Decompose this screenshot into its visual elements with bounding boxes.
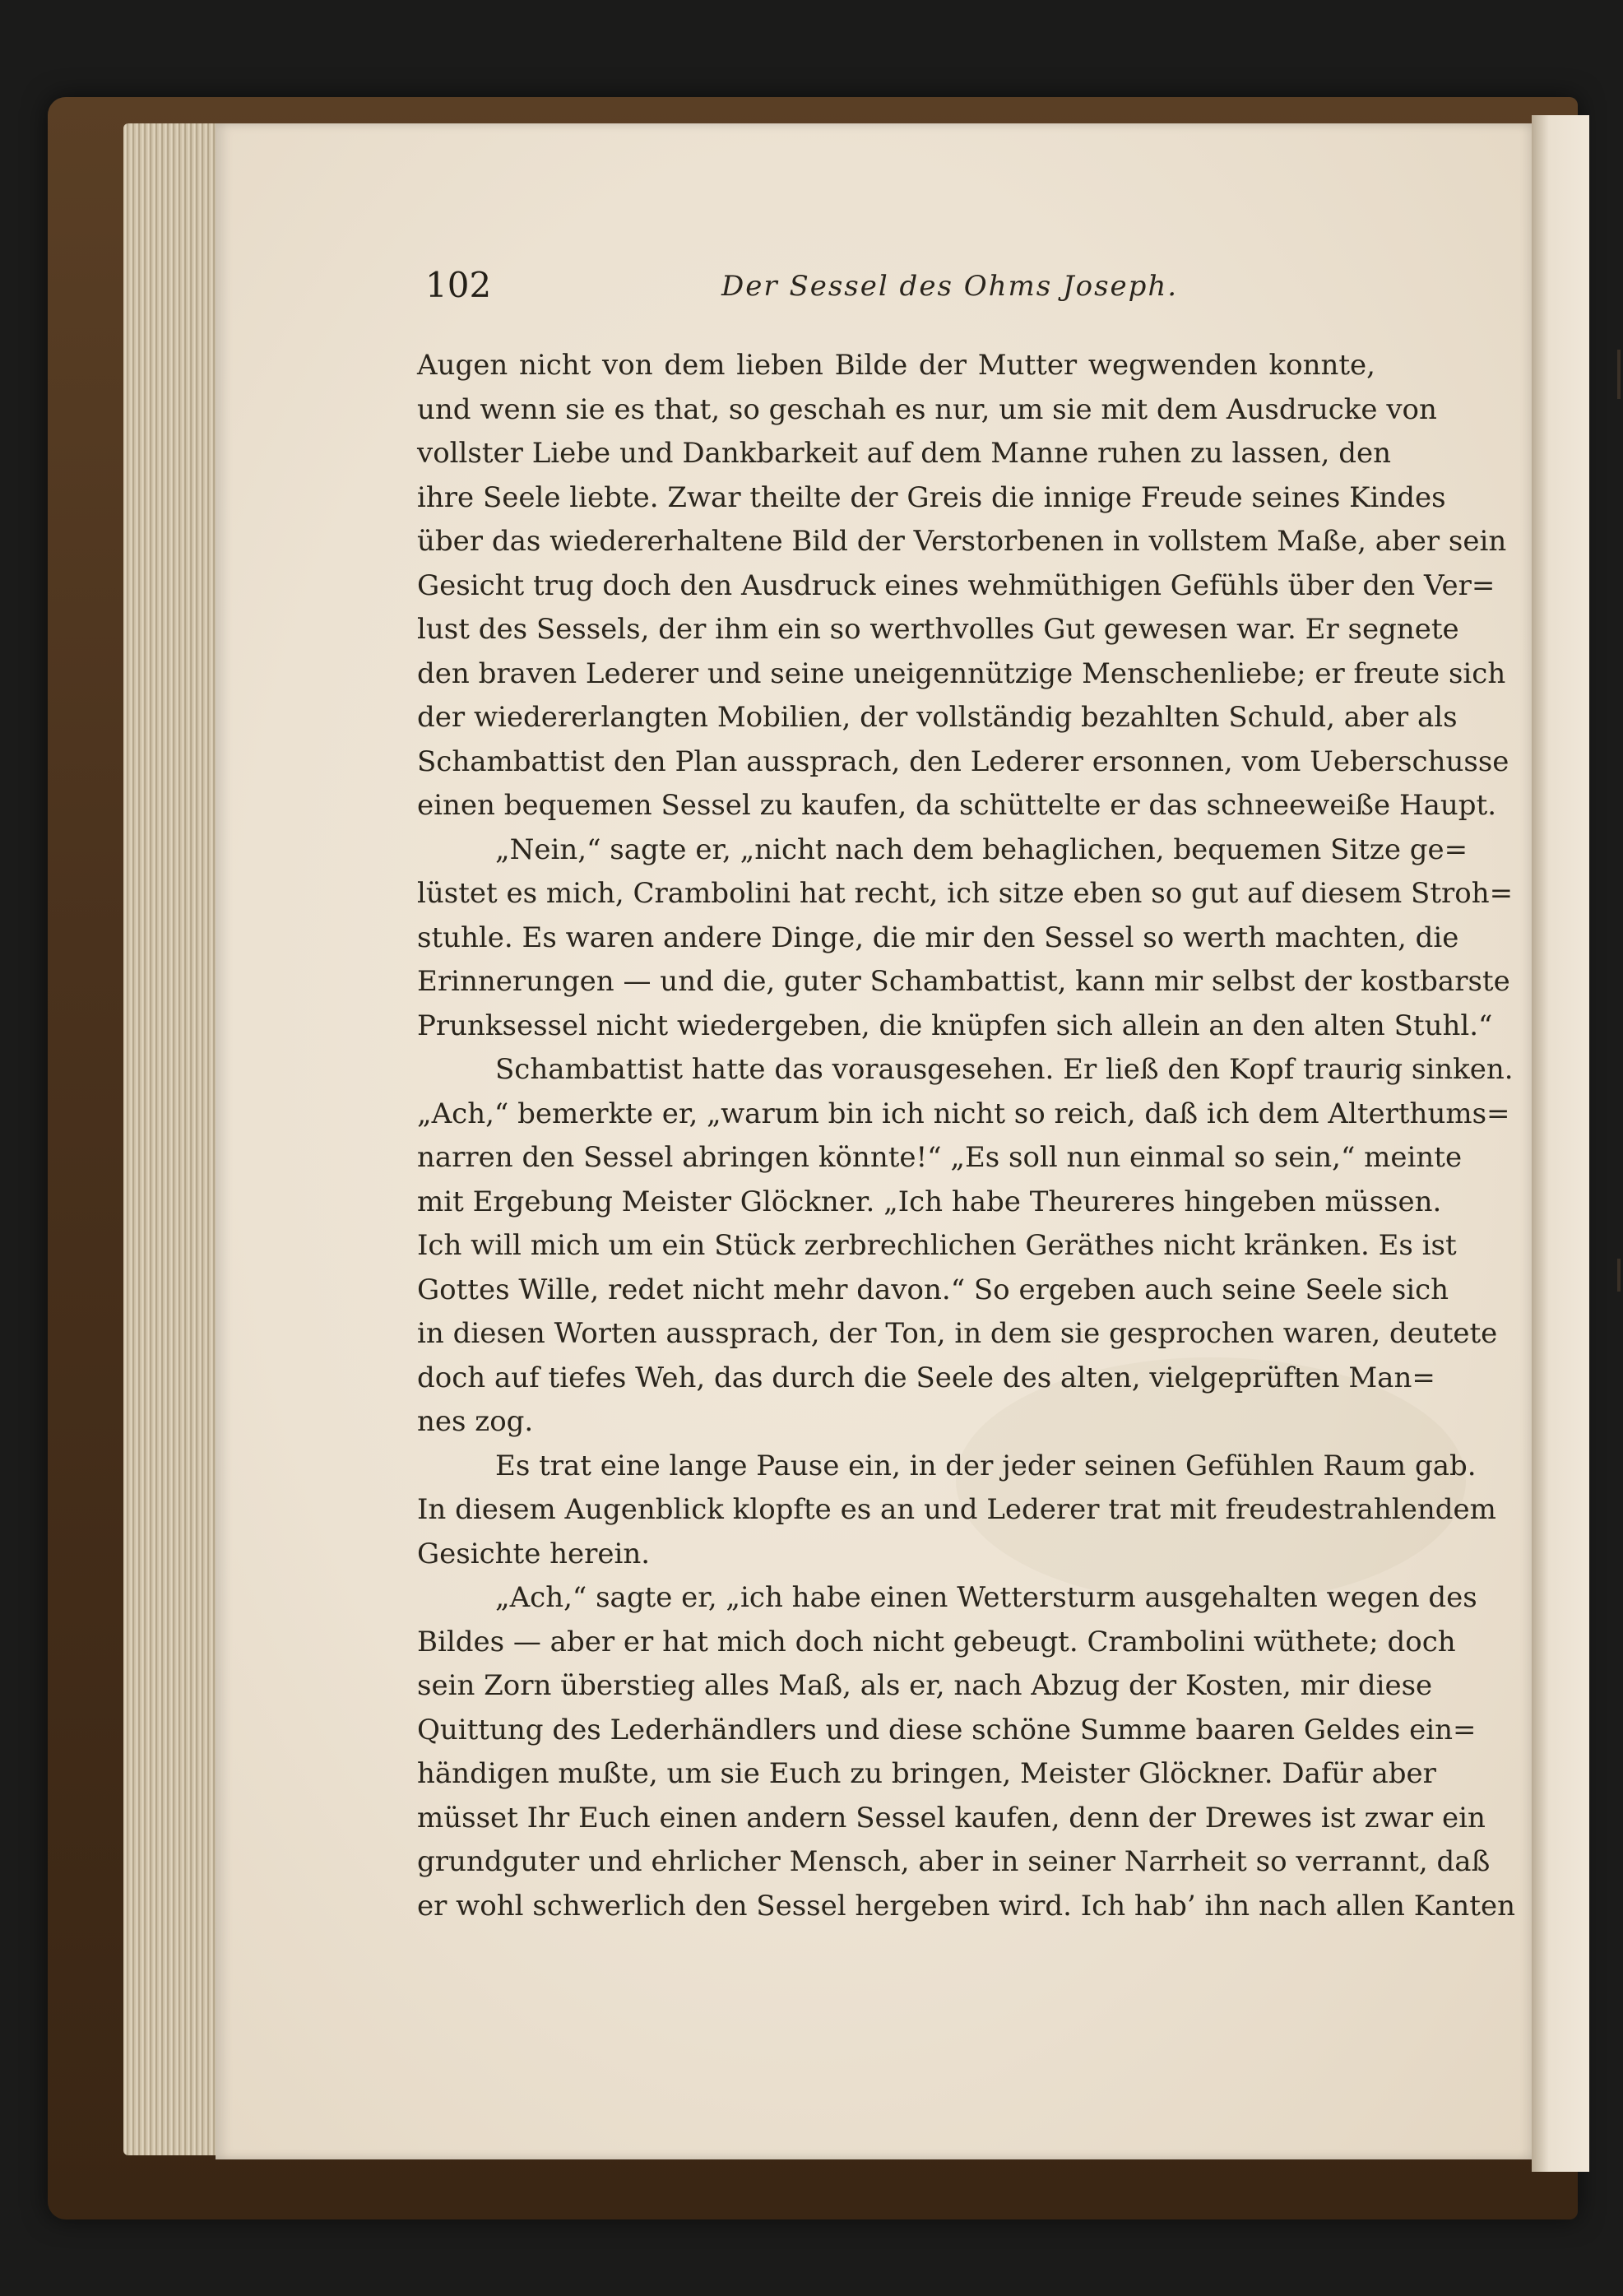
text-line: Gottes Wille, redet nicht mehr davon.“ So ergeben auch seine Seele sich — [417, 1273, 1449, 1306]
text-line: Bildes — aber er hat mich doch nicht gebeugt. Crambolini wüthete; doch — [417, 1625, 1456, 1658]
text-line: in diesen Worten aussprach, der Ton, in dem sie gesprochen waren, deutete — [417, 1317, 1498, 1350]
page-header — [425, 265, 1371, 322]
text-line: „Ach,“ sagte er, „ich habe einen Wettersturm ausgehalten wegen des — [495, 1581, 1477, 1614]
text-line: In diesem Augenblick klopfte es an und Lederer trat mit freudestrahlendem — [417, 1493, 1496, 1526]
paragraph — [417, 1576, 1515, 1928]
text-line: er wohl schwerlich den Sessel hergeben wird. Ich hab’ ihn nach allen Kanten — [417, 1889, 1515, 1923]
paragraph — [417, 828, 1514, 1049]
text-line: mit Ergebung Meister Glöckner. „Ich habe Theureres hingeben müssen. — [417, 1185, 1442, 1218]
body-text — [417, 344, 1515, 1928]
text-line: Gesicht trug doch den Ausdruck eines wehmüthigen Gefühls über den Ver= — [417, 568, 1495, 602]
text-line: den braven Lederer und seine uneigennützige Menschenliebe; er freute sich — [417, 656, 1506, 690]
text-line: Schambattist hatte das vorausgesehen. Er ließ den Kopf traurig sinken. — [495, 1053, 1514, 1086]
paragraph — [417, 344, 1509, 828]
paragraph — [417, 1048, 1514, 1445]
text-line: Es trat eine lange Pause ein, in der jeder seinen Gefühlen Raum gab. — [495, 1449, 1477, 1482]
text-line: über das wiedererhaltene Bild der Verstorbenen in vollstem Maße, aber sein — [417, 525, 1507, 558]
text-line: Erinnerungen — und die, guter Schambattist, kann mir selbst der kostbarste — [417, 965, 1510, 998]
text-line: lüstet es mich, Crambolini hat recht, ich sitze eben so gut auf diesem Stroh= — [417, 877, 1514, 910]
text-line: Schambattist den Plan aussprach, den Lederer ersonnen, vom Ueberschusse — [417, 744, 1509, 778]
text-line: der wiedererlangten Mobilien, der vollständig bezahlten Schuld, aber als — [417, 701, 1458, 734]
page-number: 102 — [425, 265, 492, 305]
text-line: doch auf tiefes Weh, das durch die Seele des alten, vielgeprüften Man= — [417, 1361, 1435, 1394]
page-edges — [123, 123, 222, 2155]
text-line: narren den Sessel abringen könnte!“ „Es soll nun einmal so sein,“ meinte — [417, 1141, 1463, 1174]
text-line: und wenn sie es that, so geschah es nur, um sie mit dem Ausdrucke von — [417, 392, 1437, 426]
text-line: nes zog. — [417, 1405, 534, 1438]
running-head: Der Sessel des Ohms Joseph. — [721, 270, 1179, 303]
text-line: lust des Sessels, der ihm ein so werthvolles Gut gewesen war. Er segnete — [417, 613, 1459, 646]
text-line: „Ach,“ bemerkte er, „warum bin ich nicht so reich, daß ich dem Alterthums= — [417, 1097, 1510, 1130]
text-line: händigen mußte, um sie Euch zu bringen, Meister Glöckner. Dafür aber — [417, 1757, 1436, 1790]
text-line: einen bequemen Sessel zu kaufen, da schüttelte er das schneeweiße Haupt. — [417, 789, 1497, 822]
text-line: vollster Liebe und Dankbarkeit auf dem Manne ruhen zu lassen, den — [417, 437, 1391, 470]
facing-page-mark — [1617, 1259, 1621, 1292]
text-line: „Nein,“ sagte er, „nicht nach dem behaglichen, bequemen Sitze ge= — [495, 833, 1468, 866]
paragraph — [417, 1445, 1496, 1577]
facing-page — [1532, 115, 1589, 2172]
text-line: Gesichte herein. — [417, 1537, 651, 1570]
facing-page-mark — [1617, 350, 1621, 399]
text-line: Augen nicht von dem lieben Bilde der Mutter wegwenden konnte, — [417, 349, 1375, 382]
text-line: Quittung des Lederhändlers und diese schöne Summe baaren Geldes ein= — [417, 1713, 1477, 1746]
text-line: sein Zorn überstieg alles Maß, als er, nach Abzug der Kosten, mir diese — [417, 1669, 1433, 1702]
text-line: stuhle. Es waren andere Dinge, die mir den Sessel so werth machten, die — [417, 921, 1459, 954]
text-line: Ich will mich um ein Stück zerbrechlichen Geräthes nicht kränken. Es ist — [417, 1229, 1457, 1262]
text-line: müsset Ihr Euch einen andern Sessel kaufen, denn der Drewes ist zwar ein — [417, 1801, 1486, 1834]
text-line: grundguter und ehrlicher Mensch, aber in seiner Narrheit so verrannt, daß — [417, 1845, 1491, 1878]
text-line: ihre Seele liebte. Zwar theilte der Greis die innige Freude seines Kindes — [417, 480, 1446, 514]
text-line: Prunksessel nicht wiedergeben, die knüpfen sich allein an den alten Stuhl.“ — [417, 1009, 1493, 1042]
